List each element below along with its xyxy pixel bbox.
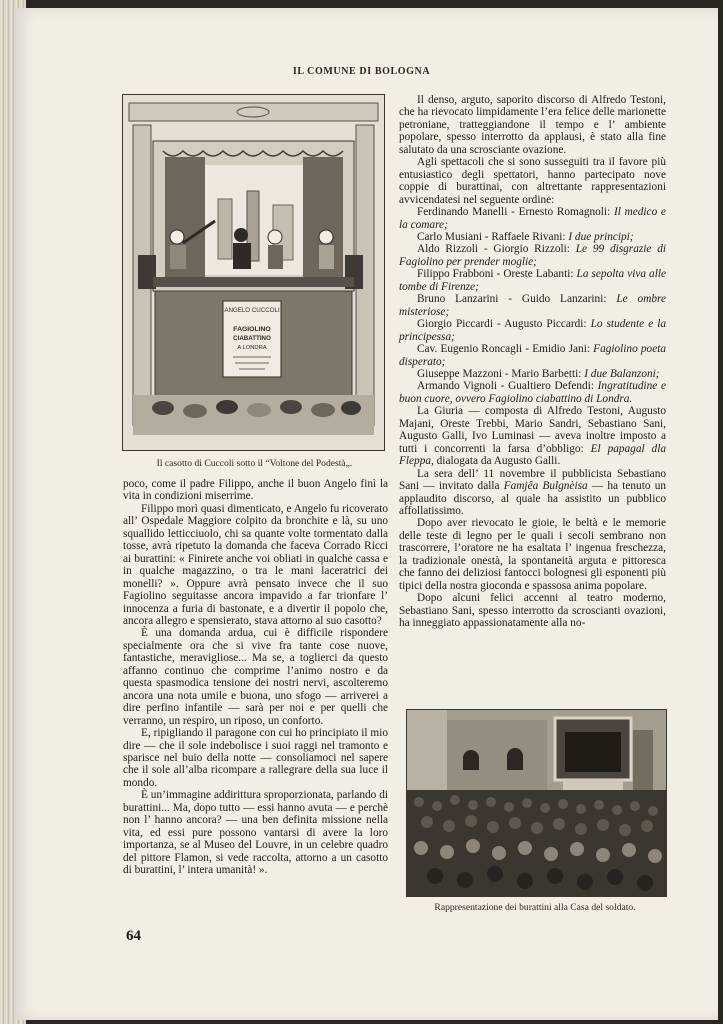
performance-entry	[399, 206, 666, 231]
paragraph: Filippo morì quasi dimenticato, e Angelo fu ricoverato all’ Ospedale Maggiore colpito da bronchite e là, su uno squallido letticciuolo, chi sa quante volte tormentato dalla tosse, avrà ripetuto la domanda che faceva Corrado Ricci ai burattini: « Finirete anche voi obliati in qualche cassa e in qualche magazzino, o tra le mani laceratrici dei monelli? ». Oppure avrà pensato invece che il suo Fagiolino seguitasse ancora impavido a far trionfare l’ innocenza a furia di bastonate, e a divertir il popolo che, ancora allegro e spensierato, stava attorno al suo casotto?	[123, 502, 388, 627]
paragraph: È una domanda ardua, cui è difficile rispondere specialmente ora che si vive fra tante cose nuove, fantastiche, meravigliose... Ma se, a toglierci da questo affanno continuo che comprime l’animo nostro e da questa spasmodica tensione dei nostri nervi, ascolteremo ancora una nota umile e buona, uno sfogo — arriverei a dire perfino infantile — sarà per noi e per quelli che verranno, un respiro, un riposo, un conforto.	[123, 627, 388, 727]
performance-entry	[399, 243, 666, 268]
jury-paragraph	[399, 405, 666, 467]
paragraph: Dopo aver rievocato le gioie, le beltà e le memorie delle teste di legno per le quali i secoli sembrano non trascorrere, l’oratore ne ha esaltata l’ ingenua freschezza, la tradizionale onestà, la spontaneità arguta e pittoresca che fanno dei deliziosi fantocci bolognesi gli esponenti più tipici della nostra gioconda e spassosa anima popolare.	[399, 517, 666, 592]
puppeteer-names: Armando Vignoli - Gualtiero Defendi:	[417, 380, 594, 393]
poster-line-3: CIABATTINO	[233, 335, 271, 342]
page-number: 64	[126, 928, 141, 944]
play-title: Fagiolino poeta disperato;	[399, 343, 667, 368]
evening-text-end: — ha tenuto un applaudito discorso, al quale ha assistito un pubblico affollatissimo.	[399, 480, 667, 517]
left-column-text	[123, 478, 388, 877]
association-name: Famjêa Bulgnèisa	[503, 480, 588, 493]
paragraph: Agli spettacoli che si sono susseguiti tra il favore più entusiastico degli spettatori, hanno partecipato nove coppie di burattinai, con altrettante rappresentazioni avvicendatesi nel seguente ordine:	[399, 156, 666, 206]
farce-title: El papagal dla Fleppa,	[399, 442, 666, 468]
crowd-photo-drawing	[407, 710, 666, 896]
jury-text: La Giuria — composta di Alfredo Testoni, Augusto Majani, Oreste Trebbi, Mario Sandri, Sebastiano Sani, Augusto Galli, Ivo Luminasi — aveva inoltre imposto a tutti i concorrenti la farsa d’obbligo:	[399, 405, 666, 455]
play-title: I due Balanzoni;	[584, 367, 660, 380]
right-column-text	[399, 94, 666, 629]
puppeteer-names: Filippo Frabboni - Oreste Labanti:	[417, 268, 574, 281]
poster-line-2: FAGIOLINO	[233, 326, 271, 333]
running-head: IL COMUNE DI BOLOGNA	[292, 66, 431, 77]
crowd-photograph	[406, 709, 667, 897]
puppeteer-names: Giorgio Piccardi - Augusto Piccardi:	[417, 318, 587, 331]
puppet-theatre-illustration	[122, 94, 385, 451]
evening-paragraph	[399, 468, 666, 518]
play-title: La sepolta viva alle tombe di Firenze;	[399, 268, 666, 293]
puppeteer-names: Ferdinando Manelli - Ernesto Romagnoli:	[417, 206, 611, 219]
photograph-caption: Rappresentazione dei burattini alla Casa del soldato.	[434, 902, 636, 913]
performance-entry	[399, 293, 666, 318]
paragraph: Dopo alcuni felici accenni al teatro moderno, Sebastiano Sani, spesso interrotto da scroscianti ovazioni, ha inneggiato appassionatamente alla no-	[399, 592, 666, 630]
play-title: Le ombre misteriose;	[399, 293, 666, 318]
performance-entry	[399, 368, 666, 380]
puppeteer-names: Cav. Eugenio Roncagli - Emidio Jani:	[417, 343, 590, 356]
performance-entry	[399, 231, 666, 243]
paragraph: E, ripigliando il paragone con cui ho principiato il mio dire — che il sole indebolisce i suoi raggi nel tramonto e sparisce nel buio della notte — consoliamoci nel sapere che il sole all’alba ricompare a rallegrare della sua luce il mondo.	[123, 727, 388, 789]
paragraph: È un’immagine addirittura sproporzionata, parlando di burattini... Ma, dopo tutto — essi hanno avuta — e perchè non l’ hanno ancora? — una ben definita missione nella vita, ed essi pure possono vantarsi di avere la loro importanza, se al Museo del Louvre, in un celebre quadro del pittore Flamon, si vede raccolta, attorno a un casotto di burattini, l’ intera umanità! ».	[123, 789, 388, 877]
play-title: Ingratitudine e buon cuore, ovvero Fagiolino ciabattino di Londra.	[399, 380, 666, 405]
puppeteer-names: Giuseppe Mazzoni - Mario Barbetti:	[417, 367, 582, 380]
performance-entry	[399, 268, 666, 293]
jury-text-end: dialogata da Augusto Galli.	[436, 455, 561, 468]
paragraph: poco, come il padre Filippo, anche il buon Angelo finì la vita in condizioni miserrime.	[123, 478, 388, 503]
puppeteer-names: Bruno Lanzarini - Guido Lanzarini:	[417, 293, 607, 306]
puppeteer-names: Carlo Musiani - Raffaele Rivani:	[417, 230, 566, 243]
play-title: I due principi;	[568, 230, 634, 243]
performance-entry	[399, 380, 666, 405]
paragraph: Il denso, arguto, saporito discorso di Alfredo Testoni, che ha rievocato limpidamente l’era felice delle marionette petroniane, tratteggiandone il tempo e l’ ambiente popolare, spesso interrotto da applausi, è stato alla fine salutato da una scrosciante ovazione.	[399, 94, 666, 156]
poster-line-4: A LONDRA	[237, 345, 267, 351]
illustration-caption: Il casotto di Cuccoli sotto il “Voltone del Podestà„.	[156, 458, 353, 469]
puppet-theatre-drawing	[123, 95, 384, 450]
play-title: Il medico e la comare;	[399, 206, 666, 231]
performance-entry	[399, 343, 666, 368]
poster-line-1: ANGELO CUCCOLI	[224, 307, 280, 314]
performance-entry	[399, 318, 666, 343]
play-title: Le 99 disgrazie di Fagiolino per prender moglie;	[399, 243, 666, 268]
puppeteer-names: Aldo Rizzoli - Giorgio Rizzoli:	[417, 243, 570, 256]
play-title: Lo studente e la principessa;	[399, 318, 667, 343]
evening-text: La sera dell’ 11 novembre il pubblicista Sebastiano Sani — invitato dalla	[399, 467, 666, 493]
